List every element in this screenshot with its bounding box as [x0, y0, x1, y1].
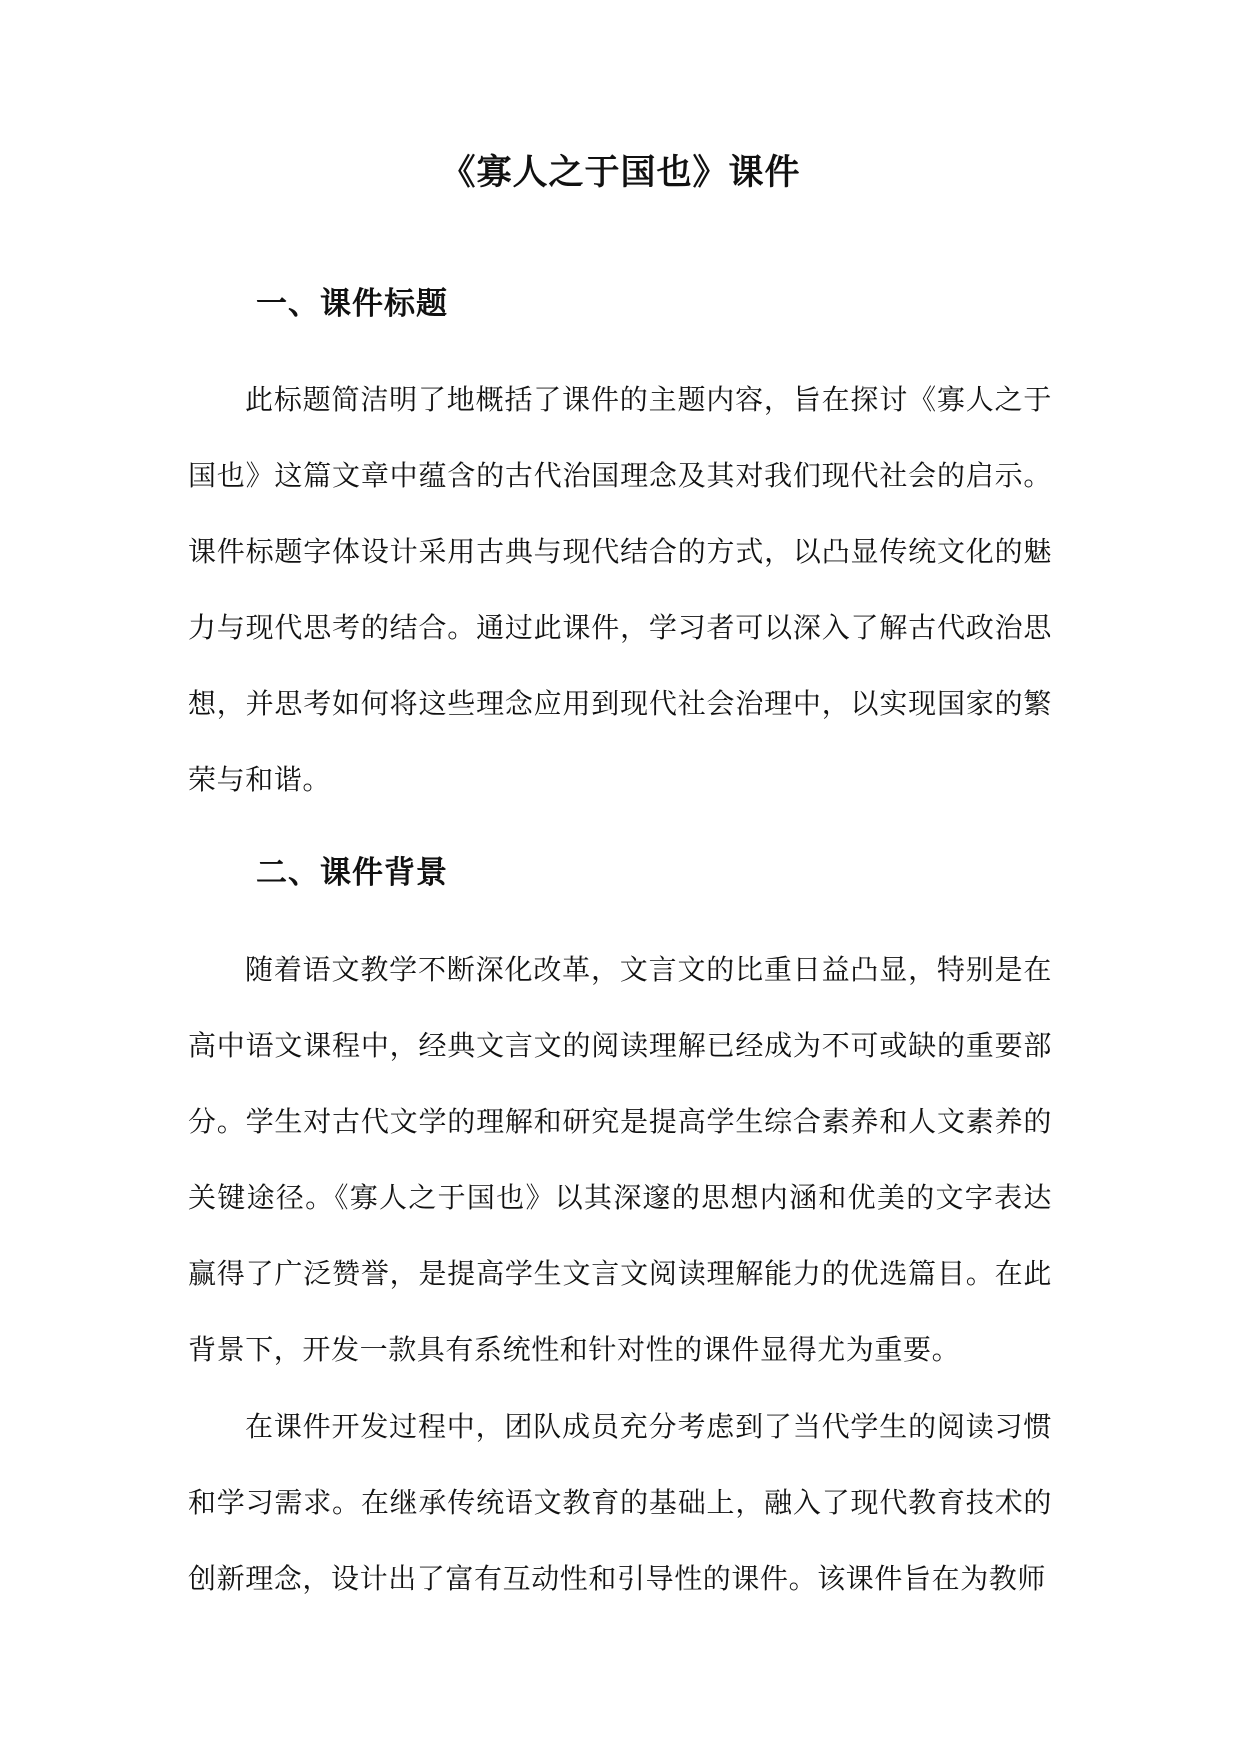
paragraph-course-background-2: 在课件开发过程中，团队成员充分考虑到了当代学生的阅读习惯和学习需求。在继承传统语文教育的基础上，融入了现代教育技术的创新理念，设计出了富有互动性和引导性的课件。该课件旨在为教师	[188, 1410, 1052, 1595]
section-heading-course-title: 一、课件标题	[256, 286, 448, 322]
paragraph-course-background-1: 随着语文教学不断深化改革，文言文的比重日益凸显，特别是在高中语文课程中，经典文言文的阅读理解已经成为不可或缺的重要部分。学生对古代文学的理解和研究是提高学生综合素养和人文素养的关键途径。《寡人之于国也》以其深邃的思想内涵和优美的文字表达赢得了广泛赞誉，是提高学生文言文阅读理解能力的优选篇目。在此背景下，开发一款具有系统性和针对性的课件显得尤为重要。	[188, 953, 1052, 1366]
document-title: 《寡人之于国也》课件	[440, 152, 801, 193]
section-heading-course-background: 二、课件背景	[256, 855, 448, 891]
paragraph-course-title-description: 此标题简洁明了地概括了课件的主题内容，旨在探讨《寡人之于国也》这篇文章中蕴含的古代治国理念及其对我们现代社会的启示。课件标题字体设计采用古典与现代结合的方式，以凸显传统文化的魅力与现代思考的结合。通过此课件，学习者可以深入了解古代政治思想，并思考如何将这些理念应用到现代社会治理中，以实现国家的繁荣与和谐。	[188, 383, 1052, 796]
